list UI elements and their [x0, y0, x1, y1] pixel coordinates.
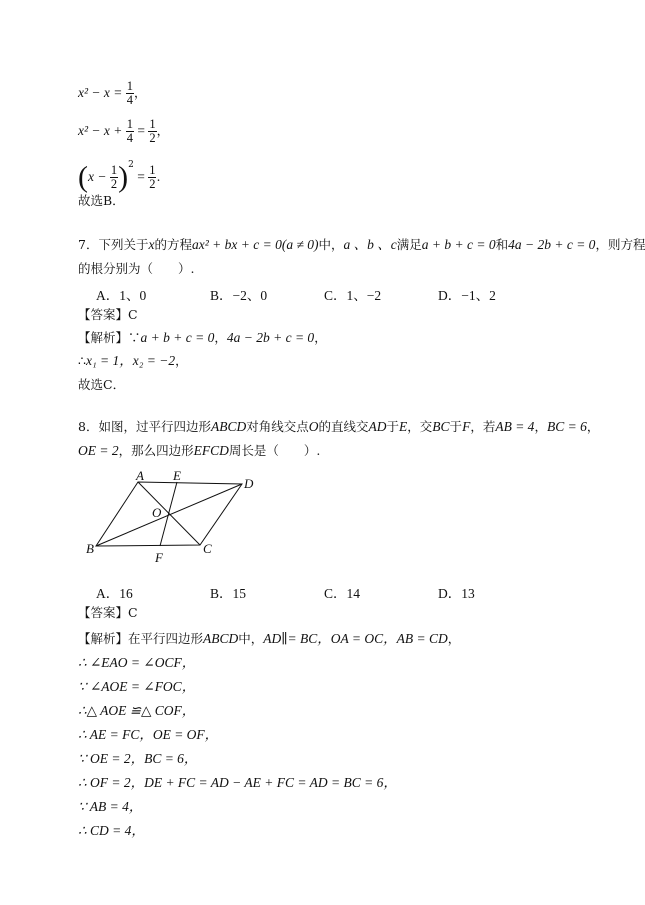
fraction: $\frac{1}{2}$ [110, 163, 118, 191]
q7-option-b: B．−2、0 [210, 288, 268, 303]
label-f: F [155, 550, 163, 565]
label-a: A [136, 468, 144, 483]
q8-step-4: ∴ AE = FC，OE = OF， [78, 727, 219, 742]
label-e: E [173, 468, 181, 483]
q8-option-d: D．13 [438, 586, 475, 601]
q7-stem-line2: 的根分别为（ ）. [78, 261, 195, 276]
q7-roots: ∴x₁ = 1，x₂ = −2， [78, 353, 188, 368]
q8-step-2: ∵ ∠AOE = ∠FOC， [78, 679, 196, 694]
label-o: O [152, 505, 162, 520]
q8-option-b: B．15 [210, 586, 247, 601]
segment-ef [160, 482, 177, 546]
q8-option-a: A．16 [96, 586, 133, 601]
label-d: D [244, 476, 254, 491]
diagonal-ac [138, 482, 200, 545]
label-c: C [203, 541, 212, 556]
q8-step-6: ∴ OF = 2，DE + FC = AD − AE + FC = AD = BC = 6， [78, 775, 397, 790]
q8-option-c: C．14 [324, 586, 361, 601]
parallelogram-abcd [96, 482, 242, 546]
step-equation-1: x² − x = $\frac{1}{4}$ ， [78, 79, 147, 107]
choose-b: 故选B． [78, 193, 125, 208]
q8-answer: 【答案】C [78, 605, 138, 620]
diagonal-bd [96, 484, 242, 546]
q8-step-8: ∴ CD = 4， [78, 823, 145, 838]
q7-choose: 故选C． [78, 377, 126, 392]
step-equation-2: x² − x + $\frac{1}{4}$ = $\frac{1}{2}$ ， [78, 117, 170, 145]
q7-analysis: 【解析】∵a + b + c = 0，4a − 2b + c = 0， [78, 330, 327, 345]
q8-stem-line1: 8．如图，过平行四边形ABCD对角线交点O的直线交AD于E，交BC于F，若AB = 4，BC = 6， [78, 419, 600, 434]
q7-option-d: D．−1、2 [438, 288, 496, 303]
q8-step-3: ∴△ AOE ≌△ COF， [78, 703, 196, 718]
equation-lhs: x² − x + [78, 123, 126, 138]
q7-answer: 【答案】C [78, 307, 138, 322]
fraction: $\frac{1}{2}$ [149, 163, 156, 191]
fraction: $\frac{1}{2}$ [149, 117, 156, 145]
fraction: $\frac{1}{4}$ [126, 79, 134, 107]
label-b: B [86, 541, 94, 556]
q8-step-7: ∵ AB = 4， [78, 799, 143, 814]
fraction: $\frac{1}{4}$ [126, 117, 134, 145]
q7-option-c: C．1、−2 [324, 288, 382, 303]
q8-analysis: 【解析】在平行四边形ABCD中，AD∥= BC，OA = OC，AB = CD， [78, 631, 461, 646]
equation-lhs: x² − x = [78, 85, 126, 100]
q8-step-1: ∴ ∠EAO = ∠OCF， [78, 655, 196, 670]
q8-step-5: ∵ OE = 2，BC = 6， [78, 751, 198, 766]
q7-stem-line1: 7．下列关于x的方程ax² + bx + c = 0(a ≠ 0)中，a 、b 、c满足a + b + c = 0和4a − 2b + c = 0，则方程 [78, 237, 645, 252]
q8-stem-line2: OE = 2，那么四边形EFCD周长是（ ）. [78, 443, 321, 458]
q7-option-a: A．1、0 [96, 288, 147, 303]
step-equation-3: (x − $\frac{1}{2}$ )$^2$ = $\frac{1}{2}$ . [78, 160, 161, 194]
